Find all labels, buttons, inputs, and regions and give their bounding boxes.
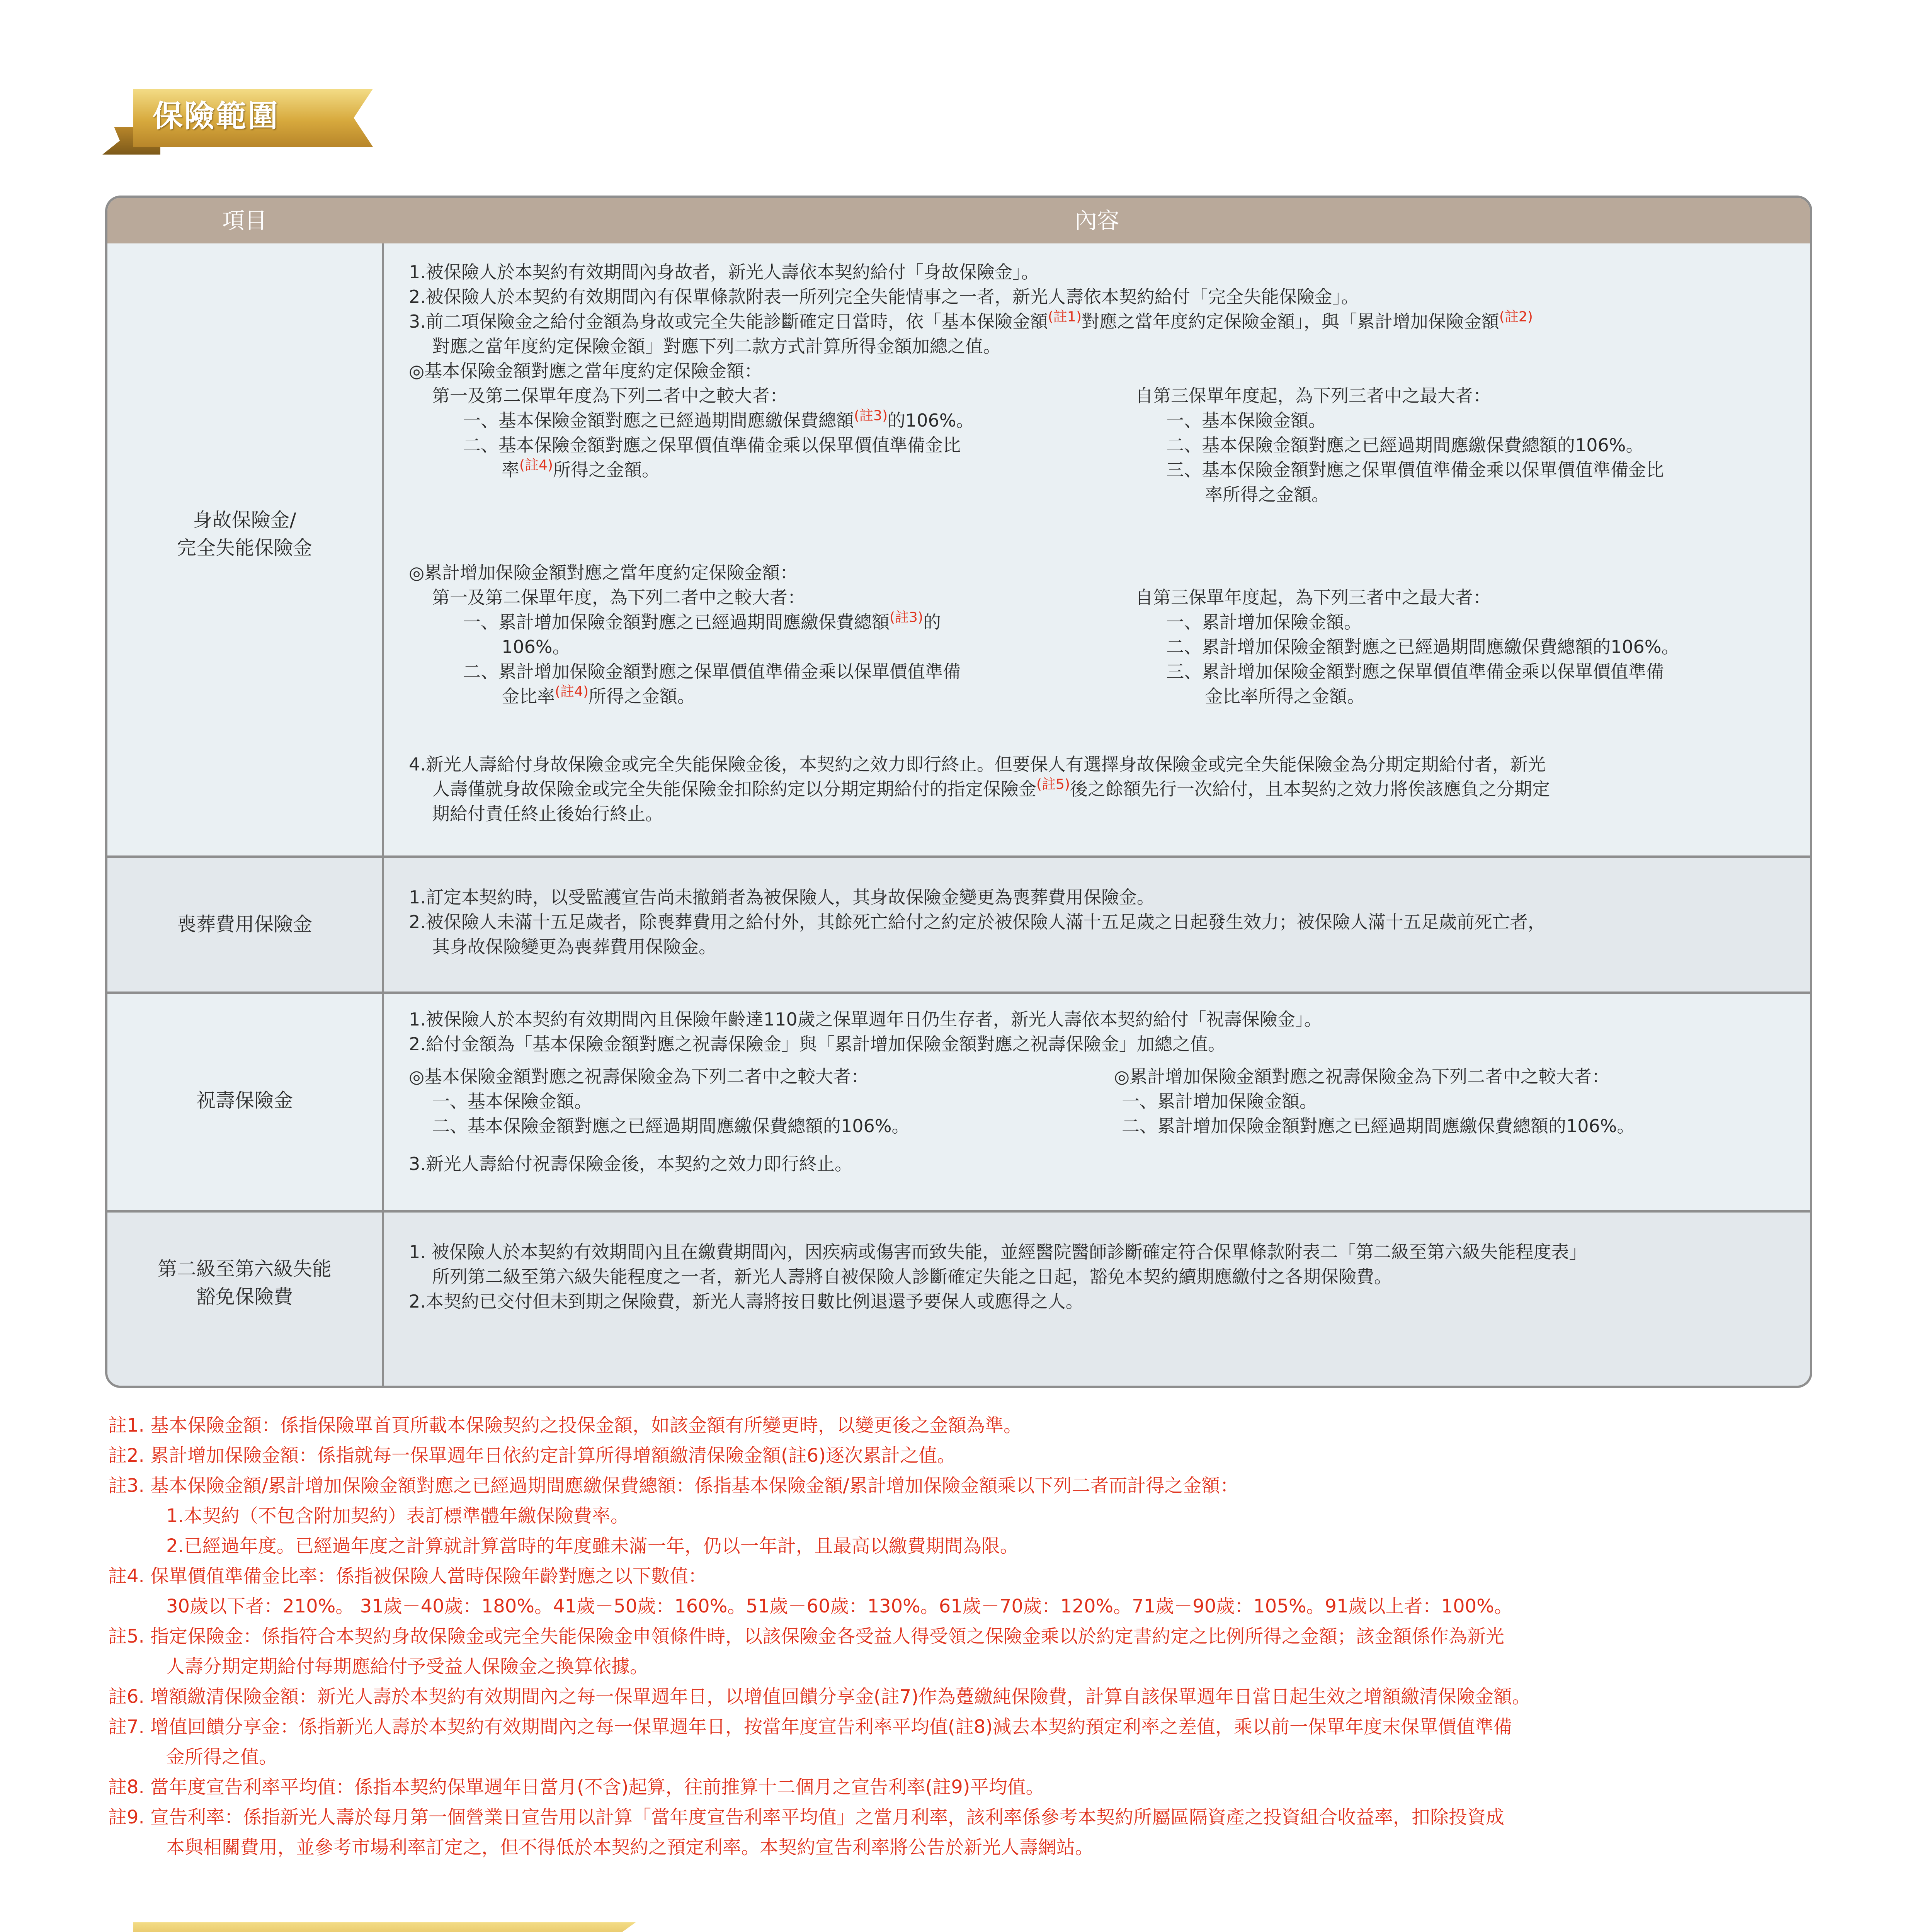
content-line: 二、累計增加保險金額對應之已經過期間應繳保費總額的106%。 [1122, 1116, 1635, 1136]
content-line: 3.新光人壽給付祝壽保險金後，本契約之效力即行終止。 [409, 1153, 852, 1174]
content-line: 一、累計增加保險金額對應之已經過期間應繳保費總額$^{(註3)}$的 [463, 609, 941, 633]
row-label [107, 1255, 382, 1311]
content-line: ◎累計增加保險金額對應之祝壽保險金為下列二者中之較大者： [1114, 1066, 1610, 1087]
footnote: 註1. 基本保險金額：係指保險單首頁所載本保險契約之投保金額，如該金額有所變更時，以變更後之金額為準。 [108, 1415, 1022, 1436]
row-label-line: 第二級至第六級失能 [158, 1258, 332, 1280]
column-divider [382, 243, 384, 1386]
row-label-line: 喪葬費用保險金 [177, 913, 312, 935]
content-line: 一、基本保險金額對應之已經過期間應繳保費總額$^{(註3)}$的106%。 [463, 408, 974, 431]
header-content: 內容 [1074, 207, 1119, 234]
content-line: 期給付責任終止後始行終止。 [432, 803, 663, 824]
footnote: 本與相關費用，並參考市場利率訂定之，但不得低於本契約之預定利率。本契約宣告利率將公告於新光人壽網站。 [166, 1837, 1094, 1858]
row-content-left [409, 1064, 1104, 1138]
section-ribbon-coverage [102, 81, 373, 155]
content-line: 一、基本保險金額。 [432, 1091, 592, 1112]
coverage-table [105, 196, 1812, 1388]
row-content-right-2 [1135, 585, 1792, 709]
footnote-ref: (註3) [890, 609, 923, 626]
content-line: 2.本契約已交付但未到期之保險費，新光人壽將按日數比例退還予要保人或應得之人。 [409, 1291, 1084, 1312]
table-row-waiver [107, 1213, 1810, 1388]
footnote-ref: (註5) [1036, 776, 1070, 793]
content-line: 一、累計增加保險金額。 [1166, 612, 1362, 633]
table-row-longevity [107, 994, 1810, 1210]
footnotes [108, 1410, 1808, 1862]
content-line: 2.被保險人未滿十五足歲者，除喪葬費用之給付外，其餘死亡給付之約定於被保險人滿十五足歲之日起發生效力；被保險人滿十五足歲前死亡者， [409, 912, 1546, 932]
content-line: 自第三保單年度起，為下列三者中之最大者： [1135, 587, 1491, 608]
content-line: 二、累計增加保險金額對應之已經過期間應繳保費總額的106%。 [1166, 636, 1679, 657]
content-line: 二、基本保險金額對應之已經過期間應繳保費總額的106%。 [1166, 435, 1644, 456]
content-line: 其身故保險變更為喪葬費用保險金。 [432, 936, 716, 957]
content-line: 106%。 [502, 636, 570, 657]
content-line: ◎基本保險金額對應之祝壽保險金為下列二者中之較大者： [409, 1066, 869, 1087]
table-row-death-benefit [107, 243, 1810, 855]
table-row-funeral [107, 858, 1810, 992]
content-line: 第一及第二保單年度，為下列二者中之較大者： [432, 587, 805, 608]
row-content [409, 1151, 1787, 1176]
footnote: 註4. 保單價值準備金比率：係指被保險人當時保險年齡對應之以下數值： [108, 1565, 707, 1587]
content-line: 2.被保險人於本契約有效期間內有保單條款附表一所列完全失能情事之一者，新光人壽依本契約給付「完全失能保險金」。 [409, 286, 1359, 307]
row-content-left-2 [409, 585, 1143, 709]
footnote: 註7. 增值回饋分享金：係指新光人壽於本契約有效期間內之每一保單週年日，按當年度宣告利率平均值(註8)減去本契約預定利率之差值，乘以前一保單年度末保單價值準備 [108, 1716, 1512, 1738]
content-line: 2.給付金額為「基本保險金額對應之祝壽保險金」與「累計增加保險金額對應之祝壽保險金」加總之值。 [409, 1034, 1226, 1054]
footnote: 註5. 指定保險金：係指符合本契約身故保險金或完全失能保險金申領條件時，以該保險金各受益人得受領之保險金乘以於約定書約定之比例所得之金額；該金額係作為新光 [108, 1626, 1505, 1647]
row-label [107, 910, 382, 938]
footnote: 註2. 累計增加保險金額：係指就每一保單週年日依約定計算所得增額繳清保險金額(註6)逐次累計之值。 [108, 1445, 956, 1466]
footnote-ref: (註4) [555, 684, 589, 700]
content-line: ◎基本保險金額對應之當年度約定保險金額： [409, 361, 762, 381]
content-line: 所列第二級至第六級失能程度之一者，新光人壽將自被保險人診斷確定失能之日起，豁免本契約續期應繳付之各期保險費。 [432, 1266, 1392, 1287]
row-content [409, 1240, 1787, 1314]
footnote-ref: (註3) [854, 408, 888, 424]
content-line: 對應之當年度約定保險金額」對應下列二款方式計算所得金額加總之值。 [432, 336, 1001, 357]
content-line: 第一及第二保單年度為下列二者中之較大者： [432, 385, 788, 406]
section-ribbon-dividend [102, 1915, 643, 1932]
footnote: 註8. 當年度宣告利率平均值：係指本契約保單週年日當月(不含)起算，往前推算十二個月之宣告利率(註9)平均值。 [108, 1776, 1044, 1798]
content-line: 1.訂定本契約時，以受監護宣告尚未撤銷者為被保險人，其身故保險金變更為喪葬費用保險金。 [409, 887, 1155, 908]
content-line: 3.前二項保險金之給付金額為身故或完全失能診斷確定日當時，依「基本保險金額$^{(註1)}$對應之當年度約定保險金額」，與「累計增加保險金額$^{(註2)}$ [409, 309, 1533, 332]
content-line: 一、累計增加保險金額。 [1122, 1091, 1317, 1112]
row-label-line: 身故保險金/ [193, 509, 296, 531]
content-line: 三、累計增加保險金額對應之保單價值準備金乘以保單價值準備 [1166, 661, 1664, 682]
header-item: 項目 [222, 207, 267, 234]
row-label [107, 1087, 382, 1114]
content-line: 金比率$^{(註4)}$所得之金額。 [502, 684, 695, 707]
footnote-ref: (註4) [519, 457, 553, 473]
footnote-ref: (註1) [1048, 309, 1082, 325]
row-label [107, 506, 382, 562]
footnote: 註6. 增額繳清保險金額：新光人壽於本契約有效期間內之每一保單週年日，以增值回饋分享金(註7)作為躉繳純保險費，計算自該保單週年日當日起生效之增額繳清保險金額。 [108, 1686, 1531, 1708]
content-line: 自第三保單年度起，為下列三者中之最大者： [1135, 385, 1491, 406]
content-line: 金比率所得之金額。 [1205, 686, 1365, 707]
content-line: 人壽僅就身故保險金或完全失能保險金扣除約定以分期定期給付的指定保險金$^{(註5)}$後之餘額先行一次給付，且本契約之效力將俟該應負之分期定 [432, 776, 1550, 799]
content-line: 1. 被保險人於本契約有效期間內且在繳費期間內，因疾病或傷害而致失能，並經醫院醫師診斷確定符合保單條款附表二「第二級至第六級失能程度表」 [409, 1242, 1587, 1262]
footnote: 註9. 宣告利率：係指新光人壽於每月第一個營業日宣告用以計算「當年度宣告利率平均值」之當月利率，該利率係參考本契約所屬區隔資產之投資組合收益率，扣除投資成 [108, 1806, 1505, 1828]
row-content-left-1 [409, 383, 1143, 482]
content-line: 二、累計增加保險金額對應之保單價值準備金乘以保單價值準備 [463, 661, 961, 682]
footnote: 1.本契約（不包含附加契約）表訂標準體年繳保險費率。 [166, 1505, 629, 1527]
footnote: 註3. 基本保險金額/累計增加保險金額對應之已經過期間應繳保費總額：係指基本保險金額/累計增加保險金額乘以下列二者而計得之金額： [108, 1475, 1239, 1497]
content-line: 1.被保險人於本契約有效期間內且保險年齡達110歲之保單週年日仍生存者，新光人壽依本契約給付「祝壽保險金」。 [409, 1009, 1322, 1030]
row-content [409, 1007, 1787, 1056]
row-label-line: 豁免保險費 [196, 1286, 293, 1308]
row-content-right [1114, 1064, 1794, 1138]
row-content [409, 752, 1787, 826]
row-content-right-1 [1135, 383, 1792, 507]
footnote: 30歲以下者：210%。 31歲－40歲：180%。41歲－50歲：160%。51歲－60歲：130%。61歲－70歲：120%。71歲－90歲：105%。91歲以上者：100%。 [166, 1595, 1513, 1617]
row-label-line: 完全失能保險金 [177, 537, 312, 559]
section-title [153, 1925, 501, 1932]
content-line: 4.新光人壽給付身故保險金或完全失能保險金後，本契約之效力即行終止。但要保人有選擇身故保險金或完全失能保險金為分期定期給付者，新光 [409, 754, 1546, 775]
content-line: 率$^{(註4)}$所得之金額。 [502, 457, 660, 480]
content-line: 二、基本保險金額對應之已經過期間應繳保費總額的106%。 [432, 1116, 910, 1136]
content-line: ◎累計增加保險金額對應之當年度約定保險金額： [409, 562, 798, 583]
footnote: 金所得之值。 [166, 1746, 278, 1768]
row-content [409, 560, 1787, 585]
content-line: 一、基本保險金額。 [1166, 410, 1326, 431]
footnote-ref: (註2) [1499, 309, 1533, 325]
content-line: 率所得之金額。 [1205, 484, 1329, 505]
row-content [409, 885, 1787, 959]
content-line: 三、基本保險金額對應之保單價值準備金乘以保單價值準備金比 [1166, 459, 1664, 480]
content-line: 二、基本保險金額對應之保單價值準備金乘以保單價值準備金比 [463, 435, 961, 456]
row-label-line: 祝壽保險金 [196, 1089, 293, 1112]
section-title: 保險範圍 [153, 99, 280, 134]
content-line: 1.被保險人於本契約有效期間內身故者，新光人壽依本契約給付「身故保險金」。 [409, 262, 1039, 282]
footnote: 人壽分期定期給付每期應給付予受益人保險金之換算依據。 [166, 1656, 649, 1677]
table-header [107, 198, 1810, 243]
footnote: 2.已經過年度。已經過年度之計算就計算當時的年度雖未滿一年，仍以一年計，且最高以繳費期間為限。 [166, 1535, 1019, 1557]
row-content [409, 260, 1787, 383]
